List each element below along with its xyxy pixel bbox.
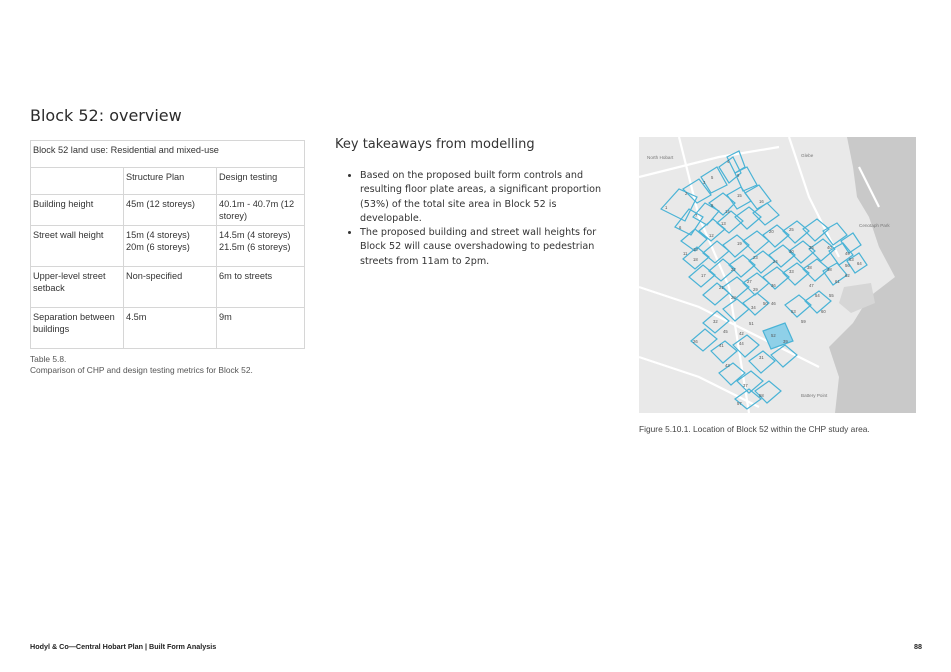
map-block-label: 2 — [685, 191, 688, 196]
map-block-label: 29 — [753, 287, 758, 292]
map-block-label: 38 — [807, 265, 812, 270]
map-block-label: 63 — [849, 257, 854, 262]
design-testing-value: 9m — [217, 308, 305, 349]
table-caption — [30, 354, 253, 376]
map-block-label: 50 — [763, 301, 768, 306]
map-block-label: 28 — [731, 295, 736, 300]
map-block-label: 5 — [711, 175, 714, 180]
map-block-label: 39 — [783, 339, 788, 344]
map-block-label: 54 — [815, 293, 820, 298]
map-block-label: 25 — [789, 227, 794, 232]
map-block-label: 24 — [773, 259, 778, 264]
table-row — [31, 308, 305, 349]
map-block-label: 58 — [759, 393, 764, 398]
structure-plan-value: 4.5m — [124, 308, 217, 349]
map-block-label: 42 — [739, 331, 744, 336]
map-place-cenotaph-park: Cenotaph Park — [859, 223, 890, 228]
table-header-row — [31, 168, 305, 195]
map-block-label: 62 — [845, 273, 850, 278]
map-block-label: 56 — [845, 263, 850, 268]
map-place-north-hobart: North Hobart — [647, 155, 674, 160]
footer-title: Hodyl & Co—Central Hobart Plan | Built Form Analysis — [30, 642, 217, 651]
map-block-label: 3 — [703, 180, 706, 185]
map-block-label: 18 — [693, 257, 698, 262]
map-block-label: 35 — [809, 245, 814, 250]
list-item: • The proposed building and street wall heights for Block 52 will cause overshadowing to pedestrian streets from 11am to 2pm. — [360, 226, 620, 269]
metrics-table — [30, 140, 305, 349]
page-number: 88 — [914, 642, 922, 651]
table-row — [31, 267, 305, 308]
map-block-label: 33 — [789, 269, 794, 274]
map-block-label: 48 — [827, 267, 832, 272]
column-header-empty — [31, 168, 124, 195]
map-block-label: 6 — [679, 225, 682, 230]
map-block-label: 32 — [713, 319, 718, 324]
map-block-label: 47 — [809, 283, 814, 288]
takeaways-list — [346, 169, 620, 269]
map-block-label: 23 — [753, 255, 758, 260]
metric-label: Street wall height — [31, 226, 124, 267]
map-block-label: 11 — [683, 251, 688, 256]
map-block-label: 21 — [719, 285, 724, 290]
map-block-label: 20 — [769, 229, 774, 234]
map-block-label: 57 — [737, 401, 742, 406]
figure-caption: Figure 5.10.1. Location of Block 52 within the CHP study area. — [639, 424, 870, 434]
map-block-label: 52 — [771, 333, 776, 338]
structure-plan-value: 45m (12 storeys) — [124, 195, 217, 226]
map-block-label: 8 — [711, 203, 714, 208]
structure-plan-value: 15m (4 storeys) 20m (6 storeys) — [124, 226, 217, 267]
map-block-label: 55 — [829, 293, 834, 298]
map-block-label: 44 — [739, 341, 744, 346]
map-block-label: 16 — [759, 199, 764, 204]
map-block-label: 19 — [737, 241, 742, 246]
table-caption-text: Comparison of CHP and design testing metrics for Block 52. — [30, 365, 253, 375]
map-block-label: 36 — [771, 283, 776, 288]
map-block-label: 64 — [857, 261, 862, 266]
map-block-label: 37 — [743, 383, 748, 388]
map-block-label: 59 — [801, 319, 806, 324]
table-heading-row — [31, 141, 305, 168]
metric-label: Building height — [31, 195, 124, 226]
map-block-label: 9 — [737, 173, 740, 178]
table-caption-number: Table 5.8. — [30, 354, 67, 364]
table-row — [31, 195, 305, 226]
map-block-label: 45 — [723, 329, 728, 334]
map-block-label: 46 — [771, 301, 776, 306]
map-block-label: 40 — [827, 245, 832, 250]
page-title: Block 52: overview — [30, 106, 182, 125]
map-block-label: 43 — [725, 363, 730, 368]
map-block-label: 51 — [749, 321, 754, 326]
map-block-label: 14 — [725, 209, 730, 214]
map-block-label: 34 — [751, 305, 756, 310]
column-header-structure-plan: Structure Plan — [124, 168, 217, 195]
map-block-label: 13 — [721, 221, 726, 226]
map-block-label: 31 — [759, 355, 764, 360]
map-place-glebe: Glebe — [801, 153, 814, 158]
map-block-label: 60 — [821, 309, 826, 314]
map-block-label: 17 — [701, 273, 706, 278]
map-block-label: 7 — [695, 213, 698, 218]
map-block-label: 22 — [731, 267, 736, 272]
map-block-label: 15 — [737, 193, 742, 198]
map-block-label: 41 — [719, 343, 724, 348]
map-block-label: 26 — [693, 339, 698, 344]
map-block-label: 53 — [791, 309, 796, 314]
study-area-map — [639, 137, 916, 413]
table-row — [31, 226, 305, 267]
column-header-design-testing: Design testing — [217, 168, 305, 195]
map-block-label: 49 — [845, 251, 850, 256]
list-item: • Based on the proposed built form controls and resulting floor plate areas, a significant proportion (53%) of the total site area in Block 52 is developable. — [360, 169, 620, 226]
takeaways-title: Key takeaways from modelling — [335, 137, 535, 152]
map-block-label: 4 — [727, 159, 730, 164]
structure-plan-value: Non-specified — [124, 267, 217, 308]
design-testing-value: 40.1m - 40.7m (12 storey) — [217, 195, 305, 226]
design-testing-value: 6m to streets — [217, 267, 305, 308]
map-block-label: 12 — [709, 233, 714, 238]
map-block-label: 1 — [665, 205, 668, 210]
map-block-label: 61 — [835, 279, 840, 284]
map-block-label: 27 — [747, 279, 752, 284]
metric-label: Upper-level street setback — [31, 267, 124, 308]
map-place-battery-point: Battery Point — [801, 393, 828, 398]
design-testing-value: 14.5m (4 storeys) 21.5m (6 storeys) — [217, 226, 305, 267]
metric-label: Separation between buildings — [31, 308, 124, 349]
map-block-label: 10 — [693, 247, 698, 252]
table-heading: Block 52 land use: Residential and mixed-use — [31, 141, 305, 168]
map-block-label: 30 — [789, 249, 794, 254]
